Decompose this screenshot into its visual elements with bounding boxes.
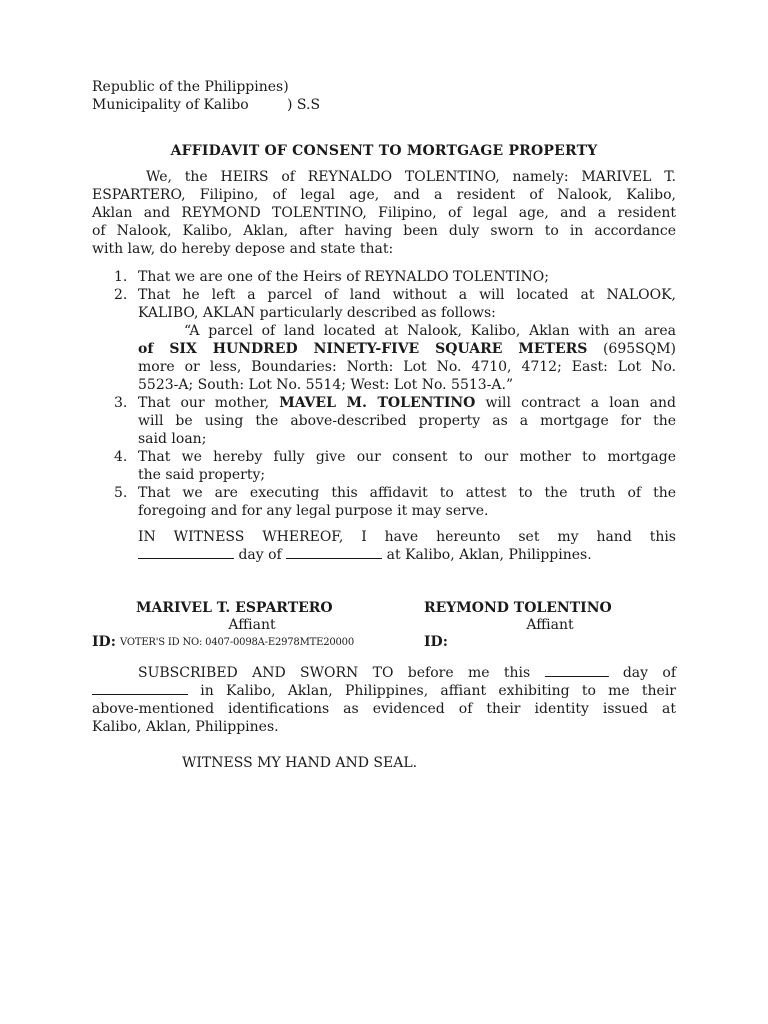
description-line: 5523-A; South: Lot No. 5514; West: Lot No. 5513-A.” (138, 377, 514, 393)
list-item-text: That we hereby fully give our consent to our mother to mortgage (138, 449, 676, 465)
mother-name: MAVEL M. TOLENTINO (279, 395, 476, 411)
list-number: 2. (114, 287, 128, 303)
witness-line: IN WITNESS WHEREOF, I have hereunto set my hand this (138, 529, 676, 545)
jurat-line (92, 682, 676, 700)
intro-paragraph (92, 168, 676, 258)
witness-place: at Kalibo, Aklan, Philippines. (386, 547, 592, 563)
jurat-sworn: SUBSCRIBED AND SWORN TO before me this (138, 665, 531, 681)
jurat-day-of: day of (622, 665, 677, 681)
list-item-text: said loan; (138, 431, 207, 447)
property-description (92, 322, 676, 394)
description-line (138, 340, 676, 358)
list-item-text (138, 394, 676, 412)
list-item (92, 448, 676, 484)
jurat-month-blank[interactable] (92, 682, 188, 695)
header-ss: ) S.S (287, 97, 321, 113)
list-item-text: That we are executing this affidavit to attest to the truth of the (138, 485, 676, 501)
document-title: AFFIDAVIT OF CONSENT TO MORTGAGE PROPERTY (170, 143, 598, 159)
description-area-sqm: (695SQM) (602, 341, 677, 357)
closing-line: WITNESS MY HAND AND SEAL. (182, 755, 418, 771)
intro-line: ESPARTERO, Filipino, of legal age, and a resident of Nalook, Kalibo, (92, 187, 676, 203)
signatory-role: Affiant (228, 617, 276, 633)
signatory-name: REYMOND TOLENTINO (424, 600, 612, 616)
jurat-line: Kalibo, Aklan, Philippines. (92, 719, 279, 735)
list-number: 4. (114, 449, 128, 465)
signatory-name: MARIVEL T. ESPARTERO (136, 600, 333, 616)
signatory-role: Affiant (526, 617, 574, 633)
list-item-text: KALIBO, AKLAN particularly described as follows: (138, 305, 496, 321)
item3-pre: That our mother, (138, 395, 270, 411)
intro-line: of Nalook, Kalibo, Aklan, after having been duly sworn to in accordance (92, 223, 676, 239)
list-item (92, 286, 676, 322)
header-municipality: Municipality of Kalibo (92, 97, 249, 113)
intro-line: We, the HEIRS of REYNALDO TOLENTINO, namely: MARIVEL T. (146, 169, 676, 185)
list-item-text: That we are one of the Heirs of REYNALDO TOLENTINO; (138, 269, 549, 285)
list-number: 3. (114, 395, 128, 411)
jurat-day-blank[interactable] (545, 664, 609, 677)
item3-post: will contract a loan and (485, 395, 676, 411)
jurat-paragraph (92, 664, 676, 736)
list-item (92, 394, 676, 448)
description-line: more or less, Boundaries: North: Lot No. 4710, 4712; East: Lot No. (138, 359, 676, 375)
id-label: ID: (424, 634, 448, 650)
witness-day-of: day of (238, 547, 282, 563)
id-label: ID: (92, 634, 116, 650)
description-area: of SIX HUNDRED NINETY-FIVE SQUARE METERS (138, 341, 588, 357)
header-republic: Republic of the Philippines) (92, 79, 289, 95)
list-item-text: the said property; (138, 467, 266, 483)
witness-paragraph (138, 528, 676, 564)
list-item (92, 484, 676, 520)
list-item-text: will be using the above-described property as a mortgage for the (138, 413, 676, 429)
list-item-text: foregoing and for any legal purpose it may serve. (138, 503, 489, 519)
jurat-line: above-mentioned identifications as evidenced of their identity issued at (92, 701, 676, 717)
description-line: “A parcel of land located at Nalook, Kalibo, Aklan with an area (184, 323, 676, 339)
intro-line: with law, do hereby depose and state that: (92, 241, 394, 257)
day-blank[interactable] (138, 546, 234, 559)
statements-list (92, 268, 676, 520)
list-number: 5. (114, 485, 128, 501)
list-item-text: That he left a parcel of land without a will located at NALOOK, (138, 287, 676, 303)
intro-line: Aklan and REYMOND TOLENTINO, Filipino, of legal age, and a resident (92, 205, 676, 221)
jurat-place: in Kalibo, Aklan, Philippines, affiant exhibiting to me their (200, 683, 676, 699)
list-number: 1. (114, 269, 128, 285)
jurat-line (92, 664, 676, 682)
month-blank[interactable] (286, 546, 382, 559)
witness-line (138, 546, 676, 564)
list-item (92, 268, 676, 286)
voter-id-value: VOTER'S ID NO: 0407-0098A-E2978MTE20000 (120, 637, 355, 648)
